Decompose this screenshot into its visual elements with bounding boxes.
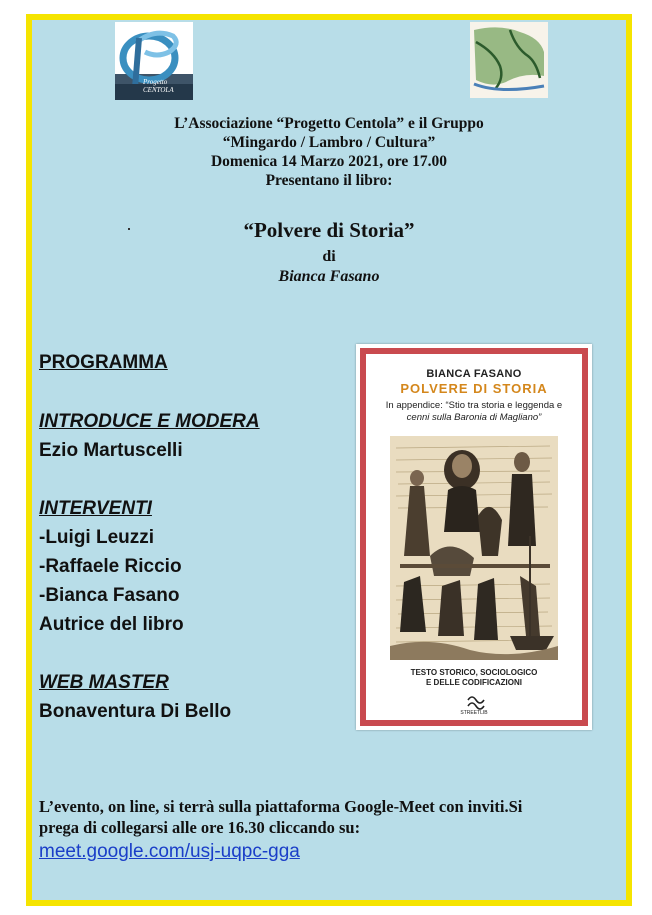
book-cover-image [356, 344, 592, 730]
publisher-name: STREETLIB [460, 710, 488, 716]
event-header [32, 114, 626, 190]
book-title: “Polvere di Storia” [243, 218, 415, 242]
book-by: di [322, 248, 336, 265]
moderator-heading: INTRODUCE E MODERA [39, 411, 260, 432]
cover-author: BIANCA FASANO [426, 368, 522, 380]
speaker-1: -Luigi Leuzzi [39, 527, 155, 548]
cover-illustration [390, 436, 558, 660]
flyer-frame [26, 14, 632, 906]
mingardo-lambro-map-logo [470, 22, 548, 98]
cover-footer-line1: TESTO STORICO, SOCIOLOGICO [410, 668, 538, 677]
header-line-date: Domenica 14 Marzo 2021, ore 17.00 [210, 153, 448, 170]
book-author: Bianca Fasano [278, 268, 380, 285]
webmaster-heading: WEB MASTER [39, 672, 169, 693]
book-cover-page [366, 354, 582, 720]
progetto-centola-logo [115, 22, 193, 100]
speakers-heading: INTERVENTI [39, 498, 152, 519]
speaker-3-role: Autrice del libro [39, 614, 184, 635]
cover-footer-line2: E DELLE CODIFICAZIONI [426, 678, 522, 687]
cover-title: POLVERE DI STORIA [400, 381, 548, 396]
header-line-association: L’Associazione “Progetto Centola” e il Gruppo [174, 115, 484, 132]
cover-subtitle-line1: In appendice: “Stio tra storia e leggenda e [385, 400, 563, 411]
cover-subtitle-line2: cenni sulla Baronia di Magliano” [406, 412, 542, 423]
speaker-2: -Raffaele Riccio [39, 556, 182, 577]
webmaster-name: Bonaventura Di Bello [39, 701, 232, 722]
instructions-line2: prega di collegarsi alle ore 16.30 cliccando su: [39, 818, 361, 837]
program-heading: PROGRAMMA [39, 352, 168, 373]
moderator-name: Ezio Martuscelli [39, 440, 183, 461]
map-icon [470, 22, 548, 98]
header-line-present: Presentano il libro: [265, 172, 393, 189]
event-instructions [39, 796, 619, 838]
instructions-line1: L’evento, on line, si terrà sulla piattaforma Google-Meet con inviti.Si [39, 797, 523, 816]
header-line-group: “Mingardo / Lambro / Cultura” [222, 134, 436, 151]
logo-left-text: Progetto CENTOLA [143, 78, 174, 94]
speaker-3: -Bianca Fasano [39, 585, 180, 606]
google-meet-link[interactable]: meet.google.com/usj-uqpc-gga [39, 841, 300, 862]
book-cover-border [360, 348, 588, 726]
